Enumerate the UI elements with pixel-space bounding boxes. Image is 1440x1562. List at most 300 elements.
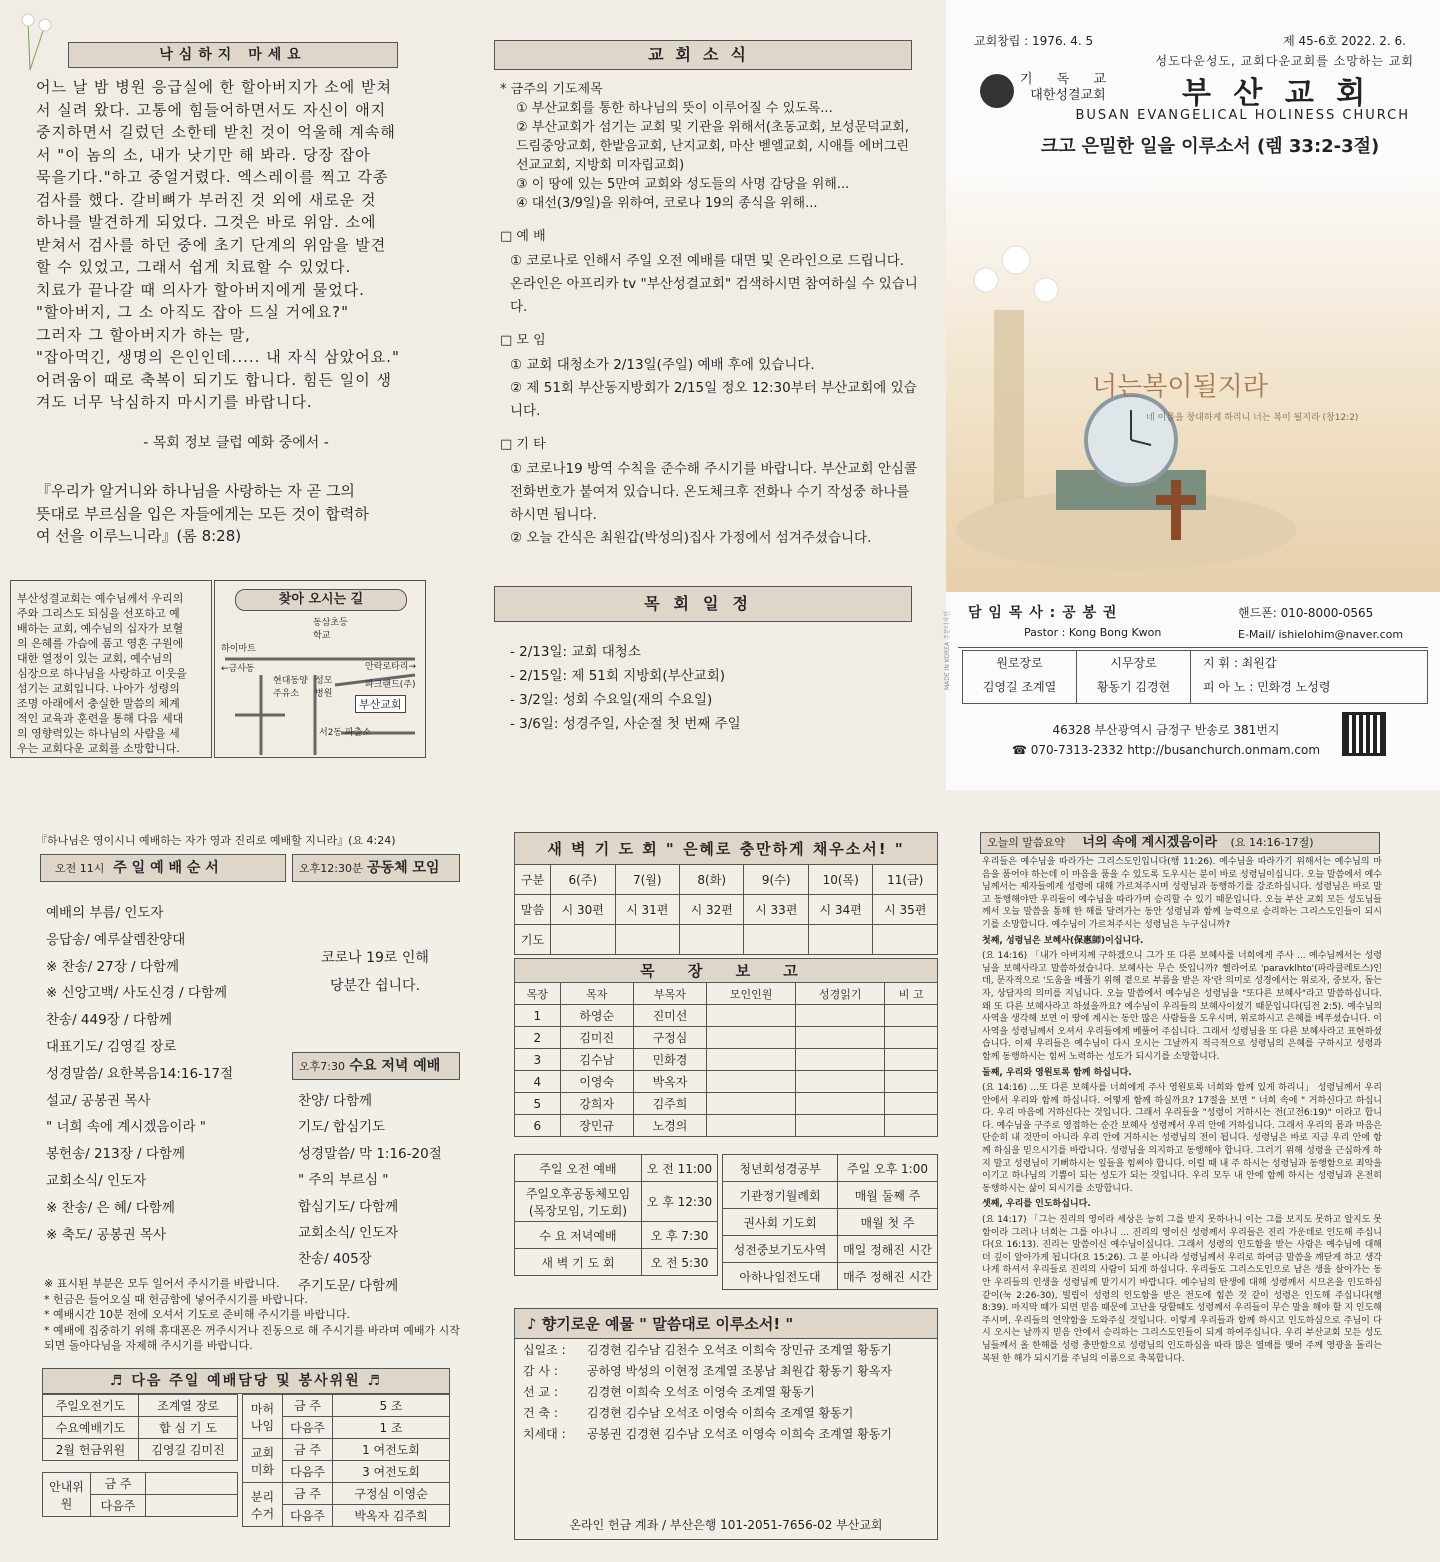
duty-role: 주일오전기도 [43,1395,139,1417]
article-source: - 목회 정보 클럽 예화 중에서 - [143,435,329,451]
article-title: 낙심하지 마세요 [68,42,398,68]
map-label-church: 부산교회 [355,695,406,713]
cell-group-cell [707,1071,796,1093]
worship-heading: □ 예 배 [500,229,546,244]
cell-group-cell [796,1049,885,1071]
sunday-order-item: 교회소식/ 인도자 [46,1172,147,1189]
prayer-item: ② 부산교회가 섬기는 교회 및 기관을 위해서(초동교회, 보성문덕교회, 드림중앙교회, 한밭음교회, 난지교회, 마산 벧엘교회, 시애틀 에버그린선교교회, 지방회 미자립교회) [516,120,909,173]
cell-group-cell: 2 [515,1027,561,1049]
motto: 성도다운성도, 교회다운교회를 소망하는 교회 [1155,54,1414,68]
duty-role: 수요예배기도 [43,1417,139,1439]
sunday-time: 오전 11시 [55,862,105,875]
offering-row [523,1427,929,1442]
group-time: 매월 둘째 주 [838,1182,938,1209]
intro-line: 부산성결교회는 예수님께서 우리의 [17,592,184,605]
sunday-title: 주 일 예 배 순 서 [113,860,219,876]
dawn-prayer-cell [873,925,938,955]
prayer-heading: * 금주의 기도제목 [500,82,603,97]
article-line: 검사를 했다. 갈비뼈가 부러진 것 외에 새로운 것 [36,190,377,209]
dawn-scripture-cell: 시 33편 [744,895,808,925]
cell-group-cell [796,1027,885,1049]
header-verse: 『하나님은 영이시니 예배하는 자가 영과 진리로 예배할 지니라』(요 4:24) [36,834,396,847]
article-line: 서 실려 왔다. 고통에 힘들어하면서도 자신이 애지 [36,100,387,119]
offering-type: 건 축 : [523,1406,558,1420]
cell-group-cell [885,1071,938,1093]
offering-row [523,1385,929,1400]
offering-row [523,1343,929,1358]
community-title: 공동체 모임 [367,860,440,876]
dawn-header-cell: 11(금) [873,865,938,895]
group-time: 매주 정해진 시간 [838,1263,938,1290]
wednesday-order-item: 합심기도/ 다함께 [298,1198,399,1215]
article-line: 할 수 있었고, 그래서 쉽게 치료할 수 있었다. [36,258,352,276]
denomination-line1: 기 독 교 [1020,72,1116,87]
sunday-header [40,854,286,882]
intro-line: 심장으로 하나님을 사랑하고 이웃을 [17,667,187,680]
dawn-prayer-cell: 기도 [515,925,551,955]
wednesday-order-item: 성경말씀/ 막 1:16-20절 [298,1145,442,1162]
cell-group-cell [707,1005,796,1027]
wednesday-title: 수요 저녁 예배 [349,1058,441,1074]
group-name: 기관정기월례회 [723,1182,838,1209]
cell-group-cell: 강희자 [560,1093,633,1115]
cell-group-cell: 진미선 [633,1005,706,1027]
art-caption: 네 이름을 창대하게 하리니 너는 복이 될지라 (창12:2) [1146,413,1359,423]
prayer-list [500,99,920,213]
offering-row [523,1406,929,1421]
cell-group-cell: 하영순 [560,1005,633,1027]
sermon-paragraph: 둘째, 우리와 영원토록 함께 하십니다. [982,1067,1132,1078]
verse-line: 뜻대로 부르심을 입은 자들에게는 모든 것이 합력하 [36,504,369,523]
intro-line: 의 은혜를 가슴에 품고 영혼 구원에 [17,637,184,650]
article-line: 중지하면서 길렀던 소한테 받친 것이 억울해 계속해 [36,123,396,141]
cell-group-cell [885,1049,938,1071]
sermon-label: 오늘의 말씀요약 [987,836,1065,849]
group-time: 매월 첫 주 [838,1209,938,1236]
wednesday-order-item: 찬송/ 405장 [298,1251,372,1268]
wednesday-order-item: 기도/ 합심기도 [298,1119,386,1136]
dawn-scripture-cell: 시 30편 [551,895,615,925]
verse-line: 여 선을 이루느니라』(롬 8:28) [36,527,242,545]
pastor-english: Pastor : Kong Bong Kwon [1024,626,1162,639]
group-name: 청년회성경공부 [723,1155,838,1182]
theme-verse: 크고 은밀한 일을 이루소서 (렘 33:2-3절) [1040,136,1380,157]
wednesday-order-item: 주기도문/ 다함께 [298,1277,399,1294]
sermon-paragraph: (요 14:16) 「내가 아버지께 구하겠으니 그가 또 다른 보혜사를 너희에게 주사 ... 예수님께서는 성령님을 보혜사라고 말씀하셨습니다. 보혜사는 무슨 뜻입니까? 헬라어로 'paravklhto'(파라클레토스)인데, 문자적으로 '도움을 베풀기 위해 곁으로 부름을 받은 자'란 의미로 성경에서는 위로자, 중보자, 돕는 자, 상담자의 의미를 지닙니다. 오늘 말씀에서 예수님은 성령님을 "또다른 보혜사"라고 말씀하십니다. 왜 또 다른 보혜사라고 하셨을까요? 예수님이 우리들의 보혜사이셨기 때문입니다(딤전 2:5). 예수님의 사역을 생각해 보면 이 땅에 계시는 동안 많은 사람들을 도우시며, 위로하시고 은혜를 베푸셨습니다. 이 사역을 성령님께서 오셔서 우리들에게 베풀어 주십니다. 그래서 성령님을 또 다른 보혜사라고 표현하셨습니다. 이제 우리들은 예수님이 다시 오시는 그날까지 적극적으로 성령님의 은혜를 구하시고 성령과 함께 동행하시는 힘써 노력하는 성도가 되시기를 소망합니다. [982,951,1382,1062]
guide-week: 다음주 [91,1495,146,1517]
wednesday-order-item: " 주의 부르심 " [298,1172,389,1189]
sunday-order-list [46,900,286,1248]
recycle-value: 박옥자 김주희 [333,1505,450,1527]
meeting-item: ① 교회 대청소가 2/13일(주일) 예배 후에 있습니다. [510,357,815,373]
article-line: "잡아먹긴, 생명의 은인인데..... 내 자식 삼았어요." [36,348,400,366]
cell-group-cell [885,1115,938,1137]
verse-line: 『우리가 알거니와 하나님을 사랑하는 자 곧 그의 [36,482,355,500]
intro-line: 섬기는 교회입니다. 나아가 성령의 [17,682,180,695]
cell-group-title: 목 장 보 고 [515,959,938,983]
map-label: ←금사동 [221,664,255,674]
intro-line: 배하는 교회, 예수님의 십자가 보혈 [17,622,184,635]
map-label: 현대동양주유소 [273,676,308,699]
pastor-info [958,596,1428,648]
print-mark: MADE IN KOREA 주문디자인 [944,610,951,690]
dawn-scripture-cell: 시 35편 [873,895,938,925]
cell-group-cell: 김주희 [633,1093,706,1115]
sunday-order-item: 대표기도/ 김영길 장로 [46,1038,177,1055]
community-line: 당분간 쉽니다. [329,978,421,994]
cell-header: 모인인원 [707,983,796,1005]
bank-account: 온라인 헌금 계좌 / 부산은행 101-2051-7656-02 부산교회 [569,1518,883,1532]
worship-list [500,250,920,319]
wednesday-order-item: 교회소식/ 인도자 [298,1225,399,1242]
service-name: 주일 오전 예배 [515,1155,642,1182]
offering-type: 치세대 : [523,1427,566,1441]
church-phone-website: ☎ 070-7313-2332 http://busanchurch.onmam.com [1011,743,1321,757]
article-line: "할아버지, 그 소 아직도 잡아 드실 거에요?" [36,303,349,321]
sunday-order-item: 성경말씀/ 요한복음14:16-17절 [46,1065,234,1082]
offering-type: 십일조 : [523,1343,566,1357]
pastor-phone: 핸드폰: 010-8000-0565 [1238,606,1374,620]
prayer-item: ① 부산교회를 통한 하나님의 뜻이 이루어질 수 있도록... [516,101,833,116]
dawn-scripture-cell: 시 31편 [615,895,679,925]
cell-group-cell: 5 [515,1093,561,1115]
dawn-prayer-cell [615,925,679,955]
article-line: 서 "이 놈의 소, 내가 낫기만 해 봐라. 당장 잡아 [36,145,371,164]
dawn-scripture-cell: 말씀 [515,895,551,925]
map-box [214,580,426,758]
intro-line: 대한 열정이 있는 교회, 예수님의 [17,652,173,665]
sunday-order-item: 응답송/ 예루살렘찬양대 [46,931,186,948]
wednesday-order-list [298,1088,458,1299]
duty-title: ♬ 다음 주일 예배담당 및 봉사위원 ♬ [42,1368,450,1394]
duty-person: 조계열 장로 [139,1395,238,1417]
schedule-title: 목회일정 [494,586,912,622]
offering-title: ♪ 향기로운 예물 " 말씀대로 이루소서! " [515,1309,937,1339]
wednesday-header [292,1052,460,1080]
map-label: 동삼초등학교 [313,618,348,641]
cell-group-cell: 구정심 [633,1027,706,1049]
active-heading: 시무장로 [1110,656,1157,670]
offering-list [515,1339,937,1452]
cell-group-cell: 김수남 [560,1049,633,1071]
group-name: 아하나임전도대 [723,1263,838,1290]
meeting-list [500,354,920,423]
intro-line: 주와 그리스도 되심을 선포하고 예 [17,607,180,620]
notice-item: * 예배에 집중하기 위해 휴대폰은 꺼주시거나 진동으로 해 주시기를 바라며 예배가 시작되면 돌아다님을 자제해 주시기를 바랍니다. [44,1323,460,1352]
beauty-week: 금 주 [283,1439,333,1461]
schedule-item: - 2/13일: 교회 대청소 [510,644,641,660]
article-line: 치료가 끝나갈 때 의사가 할아버지에게 물었다. [36,280,365,299]
beauty-heading: 교회미화 [243,1439,283,1483]
cell-group-cell: 민화경 [633,1049,706,1071]
offering-names: 김경현 김수남 오석조 이영숙 이희숙 조계열 황동기 [587,1406,854,1420]
notice-item: ※ 표시된 부분은 모두 일어서 주시기를 바랍니다. [44,1277,280,1290]
active-names: 황동기 김경현 [1096,680,1171,694]
sunday-order-item: 찬송/ 449장 / 다함께 [46,1012,172,1029]
etc-item: ② 오늘 간식은 최원갑(박성의)집사 가정에서 섬겨주셨습니다. [510,530,872,546]
dawn-header-cell: 10(목) [808,865,872,895]
dawn-scripture-cell: 시 34편 [808,895,872,925]
cell-group-cell: 노경의 [633,1115,706,1137]
lunch-value: 1 조 [333,1417,450,1439]
cell-header: 부목자 [633,983,706,1005]
map-label: 서2동 파출소 [319,728,372,738]
intro-line: 조명 아래에서 충실한 말씀의 체계 [17,697,180,710]
active-elder-column [1077,651,1191,703]
recycle-value: 구정심 이영순 [333,1483,450,1505]
offering-box [514,1308,938,1540]
group-times-table [722,1154,938,1290]
lunch-value: 5 조 [333,1395,450,1417]
service-times-table [514,1154,718,1276]
cell-group-cell: 장민규 [560,1115,633,1137]
cell-group-cell: 1 [515,1005,561,1027]
recycle-week: 금 주 [283,1483,333,1505]
sunday-order-item: 예배의 부름/ 인도자 [46,905,164,921]
offering-row [523,1364,929,1379]
beauty-value: 3 여전도회 [333,1461,450,1483]
article-line: 받쳐서 검사를 하던 중에 초기 단계의 위암을 발견 [36,235,387,254]
service-time: 오 전 11:00 [642,1155,718,1182]
recycle-week: 다음주 [283,1505,333,1527]
cell-group-cell: 김미진 [560,1027,633,1049]
notice-list [44,1276,464,1354]
article-body [36,76,436,414]
offering-type: 감 사 : [523,1364,558,1378]
panel-cover [946,0,1440,790]
cell-group-cell: 6 [515,1115,561,1137]
founded-date: 교회창립 : 1976. 4. 5 [974,34,1094,48]
cell-group-cell [707,1027,796,1049]
etc-item: ① 코로나19 방역 수칙을 준수해 주시기를 바랍니다. 부산교회 안심콜 전화번호가 붙여져 있습니다. 온도체크후 전화나 수기 작성중 하나를 하시면 됩니다. [510,461,917,523]
dawn-header-cell: 구분 [515,865,551,895]
prayer-item: ③ 이 땅에 있는 5만여 교회와 성도들의 사명 감당을 위해... [516,177,850,192]
intro-line: 의 영향력있는 하나님의 사람을 세 [17,727,180,740]
group-name: 권사회 기도회 [723,1209,838,1236]
art-calligraphy: 너는복이될지라 [1092,372,1268,402]
music-column [1191,651,1330,703]
cell-group-table [514,958,938,1137]
schedule-item: - 3/2일: 성회 수요일(재의 수요일) [510,692,713,708]
pianists: 피 아 노 : 민화경 노성령 [1203,680,1331,694]
duty-person: 김영길 김미진 [139,1439,238,1461]
elder-column [963,651,1077,703]
service-time: 오 후 7:30 [642,1222,718,1249]
sermon-paragraph: 첫째, 성령님은 보혜사(保惠師)이십니다. [982,935,1144,946]
map-label: 안락로타리→ [365,662,417,672]
sermon-paragraph: 셋째, 우리를 인도하십니다. [982,1199,1091,1210]
news-title: 교회소식 [494,40,912,70]
sunday-order-item: 봉헌송/ 213장 / 다함께 [46,1146,186,1163]
cell-group-cell: 이영숙 [560,1071,633,1093]
guide-value [146,1473,238,1495]
duty-person: 합 심 기 도 [139,1417,238,1439]
dawn-scripture-cell: 시 32편 [679,895,743,925]
wednesday-order-item: 찬양/ 다함께 [298,1093,373,1109]
article-line: 겨도 너무 낙심하지 마시기를 바랍니다. [36,393,313,411]
dawn-header-cell: 6(주) [551,865,615,895]
news-body [500,80,920,550]
meeting-item: ② 제 51회 부산동지방회가 2/15일 정오 12:30부터 부산교회에 있습니다. [510,380,917,419]
dawn-prayer-cell [744,925,808,955]
offering-names: 김경현 김수남 김천수 오석조 이희숙 장민규 조계열 황동기 [587,1343,892,1357]
dawn-prayer-table [514,832,938,955]
dawn-prayer-cell [679,925,743,955]
recycle-heading: 분리수거 [243,1483,283,1527]
elder-names: 김영길 조계열 [982,680,1057,694]
lunch-week: 다음주 [283,1417,333,1439]
sermon-paragraph: 우리들은 예수님을 따라가는 그리스도인입니다(행 11:26). 예수님을 따라가기 위해서는 예수님의 마음을 품어야 하는데 이 마음을 품을 수 있도록 도우시는 분이 바로 성령님이십니다. 오늘 말씀에서 예수님께서는 제자들에게 성령에 대해 가르쳐주시며 성령님과 동행하기를 강조하십니다. 성령님은 바로 말고 동행해야만 우리들이 예수님을 따라가며 승리할 수 있기 때문입니다. 오늘 부산 교회 모든 성도님들께서 오늘 말씀을 통해 한 해를 달려가는 동안 성령님과 함께 능력으로 승리하는 그리스도인들이 되시기를 소망합니다. 예수님이 가르쳐주시는 성령님은 누구십니까? [982,857,1382,930]
sunday-order-item: ※ 축도/ 공봉권 목사 [46,1226,167,1243]
sermon-paragraph: (요 14:17) 「그는 진리의 영이라 세상은 능히 그를 받지 못하나니 이는 그를 보지도 못하고 알지도 못함이라 그러나 너희는 그를 아나니 ... 진리의 영이신 성령께서 우리들은 진리 가운데로 인도해 주십니다(요 16:13). 진리는 말씀이신 예수님이십니다. 그래서 성령의 인도함을 받는 사람은 예수님에 대해 더 깊이 알아가게 됩니다(요 15:26). 그 분 아니라 성령님께서 우리로 하여금 말씀을 깨닫게 하고 생각나게 하셔서 우리들로 진리의 사람이 되게 하십니다. 우리들도 그리스도인으로 남은 생을 살아가는 동안 우리들의 인생을 성령님께 맡기시기 바랍니다. 예수님의 탄생에 대해 성령께서 시므온을 인도하심 같이(눅 2:26-30), 빌립이 성령의 인도함을 받은 전도에 힘쓴 것 같이 성령은 인도해 주십니다(행 8:39). 마지막 때가 되면 믿음 때문에 고난을 당할때도 성령께서 우리들이 무슨 말을 해야 할 지 인도해 주시며, 우리들의 연약함을 도와주실 것입니다. 이렇게 우리들과 함께 하시고 인도하심으로 주님이 다시 오시는 날까지 믿음 안에서 승리하는 그리스도인들이 되게 하여주십니다. 우리 부산교회 모든 성도님들께서 올 한해를 성령 충만함으로 성령님의 인도하심을 따라 많은 열매를 맺어 주께 영광을 돌리는 복된 한 해가 되시기를 주님의 이름으로 축복합니다. [982,1215,1382,1364]
community-line: 코로나 19로 인해 [321,950,429,966]
notice-item: * 예배시간 10분 전에 오셔서 기도로 준비해 주시기를 바랍니다. [44,1308,350,1321]
sermon-paragraph: (요 14:16) ...또 다른 보혜사를 너희에게 주사 영원토록 너희와 함께 있게 하리니」 성령님께서 우리 안에서 우리와 함께 하십니다. 어떻게 함께 하실까요? 17절을 보면 " 너희 속에 " 거하신다고 하십니다. 우리 마음에 거하신다는 것입니다. 그래서 우리들을 "성령이 거하시는 전(고전6:19)" 이라고 합니다. 예수님을 구주로 영접하는 순간 보혜사 성령께서 우리 안에 거하십니다. 그래서 우리의 몸과 마음은 단순히 내 것만이 아니라 우리 안에 거하시는 성령님의 전이 됩니다. 성령님은 바로 지금 우리 안에 함께 하심을 믿으시기를 바랍니다. 성령님을 의지하고 동행해야 합니다. 그러기 위해 성령을 근심하게 하지 말고 성령님이 기뻐하시는 일들을 힘써야 합니다. 이럴 때 내 주 하시는 성령님과 동행함으로 죄악을 이기고 하나님의 기쁨이 되는 성도가 되는 것입니다. 우리 모두 내 안에 함께 하시는 성령님과 온전히 동행하시는 삶이 되시기를 소망합니다. [982,1083,1382,1194]
dawn-header-cell: 7(월) [615,865,679,895]
map-label: 성모병원 [315,676,333,699]
cell-group-cell [796,1093,885,1115]
cell-header: 목자 [560,983,633,1005]
dawn-prayer-cell [551,925,615,955]
panel-church-news [470,0,944,790]
offering-names: 공봉권 김경현 김수남 오석조 이영숙 이희숙 조계열 황동기 [587,1427,892,1441]
map-label: 파크랜드(주) [365,680,416,690]
sunday-order-item: ※ 찬송/ 은 혜/ 다함께 [46,1199,175,1216]
guide-table [42,1472,238,1517]
article-line: 어느 날 밤 병원 응급실에 한 할아버지가 소에 받쳐 [36,78,392,96]
sermon-body [982,856,1382,1368]
community-time: 오후12:30분 [299,862,363,875]
pastor-email: E-Mail/ ishielohim@naver.com [1238,628,1404,641]
notice-item: * 헌금은 들어오실 때 헌금함에 넣어주시기를 바랍니다. [44,1292,308,1306]
sermon-header [980,832,1380,854]
guide-heading: 안내위원 [43,1473,91,1517]
service-name: 수 요 저녁예배 [515,1222,642,1249]
cell-group-cell: 박옥자 [633,1071,706,1093]
community-text [300,944,450,1000]
choir-director: 지 휘 : 최원갑 [1203,656,1277,670]
church-address: 46328 부산광역시 금정구 반송로 381번지 [1052,723,1280,737]
cell-header: 비 고 [885,983,938,1005]
duty-role: 2월 헌금위원 [43,1439,139,1461]
group-time: 주일 오후 1:00 [838,1155,938,1182]
article-line: 어려움이 때로 축복이 되기도 합니다. 힘든 일이 생 [36,370,392,389]
prayer-item: ④ 대선(3/9일)을 위하여, 코로나 19의 종식을 위해... [516,196,818,211]
sunday-order-item: 설교/ 공봉권 목사 [46,1092,151,1109]
panel-worship-order [0,790,472,1562]
article-line: 하나를 발견하게 되었다. 그것은 바로 위암. 소에 [36,213,377,231]
worship-item: ① 코로나로 인해서 주일 오전 예배를 대면 및 온라인으로 드립니다. 온라인은 아프리카 tv "부산성결교회" 검색하시면 참여하실 수 있습니다. [510,253,918,315]
panel-sermon-summary [954,790,1440,1562]
cell-group-cell [796,1115,885,1137]
cell-group-cell [885,1093,938,1115]
denomination-line2: 대한성결교회 [1030,88,1106,103]
group-name: 성전중보기도사역 [723,1236,838,1263]
intro-line: 적인 교육과 훈련을 통해 다음 세대 [17,712,184,725]
offering-type: 선 교 : [523,1385,558,1399]
church-intro [10,580,212,758]
etc-heading: □ 기 타 [500,437,546,452]
service-time: 오 후 12:30 [642,1182,718,1222]
service-name: 주일오후공동체모임 (목장모임, 기도회) [515,1182,642,1222]
group-time: 매일 정해진 시간 [838,1236,938,1263]
sunday-order-item: ※ 신앙고백/ 사도신경 / 다함께 [46,985,228,1002]
contact-info [986,720,1346,760]
wednesday-time: 오후7:30 [299,1060,345,1073]
cell-group-cell [707,1115,796,1137]
cell-group-cell [796,1005,885,1027]
duty-table-right [242,1394,450,1527]
sunday-order-item: " 너희 속에 계시겠음이라 " [46,1119,206,1136]
cell-group-cell [796,1071,885,1093]
cell-header: 목장 [515,983,561,1005]
cell-group-cell [885,1027,938,1049]
schedule-list [510,640,910,736]
cell-group-cell [707,1093,796,1115]
offering-names: 김경현 이희숙 오석조 이영숙 조계열 황동기 [587,1385,815,1399]
schedule-item: - 2/15일: 제 51회 지방회(부산교회) [510,668,726,684]
sunday-order-item: ※ 찬송/ 27장 / 다함께 [46,958,179,975]
bible-verse [36,480,436,548]
map-label: 하이마트 [221,644,256,654]
cover-photo [946,170,1440,592]
community-header [292,854,460,882]
schedule-item: - 3/6일: 성경주일, 사순절 첫 번째 주일 [510,716,741,732]
church-logo-icon [980,74,1014,108]
dawn-header-cell: 9(수) [744,865,808,895]
article-line: 묵을기다."하고 중얼거렸다. 엑스레이를 찍고 각종 [36,168,389,186]
panel-prayer-report [472,790,952,1562]
service-name: 새 벽 기 도 회 [515,1249,642,1276]
bulletin-inner-side [0,790,1440,1562]
intro-line: 우는 교회다운 교회를 소망합니다. [17,742,180,755]
cell-group-cell [885,1005,938,1027]
map-title: 찾아 오시는 길 [235,589,407,611]
panel-encouragement [0,0,468,790]
issue-number: 제 45-6호 2022. 2. 6. [1283,34,1406,48]
meeting-heading: □ 모 임 [500,333,546,348]
beauty-week: 다음주 [283,1461,333,1483]
dawn-title: 새 벽 기 도 회 " 은혜로 충만하게 채우소서! " [515,833,938,865]
pastor-label: 담 임 목 사 : 공 봉 권 [968,605,1118,621]
service-time: 오 전 5:30 [642,1249,718,1276]
church-name-english: BUSAN EVANGELICAL HOLINESS CHURCH [1075,108,1410,123]
elders-box [962,650,1428,704]
lunch-week: 금 주 [283,1395,333,1417]
duty-table-left [42,1394,238,1461]
guide-value [146,1495,238,1517]
elder-heading: 원로장로 [996,656,1043,670]
dawn-prayer-cell [808,925,872,955]
etc-list [500,458,920,550]
sermon-title: 너의 속에 계시겠음이라 [1082,835,1218,850]
dawn-header-cell: 8(화) [679,865,743,895]
church-name: 부 산 교 회 [1182,76,1372,111]
cell-group-cell: 3 [515,1049,561,1071]
cell-header: 성경읽기 [796,983,885,1005]
cell-group-cell: 4 [515,1071,561,1093]
article-line: 그러자 그 할아버지가 하는 말, [36,325,251,344]
flower-decoration [10,10,60,70]
beauty-value: 1 여전도회 [333,1439,450,1461]
lunch-heading: 마허나임 [243,1395,283,1439]
cell-group-cell [707,1049,796,1071]
denomination [1020,72,1116,104]
sermon-reference: (요 14:16-17절) [1230,836,1314,849]
offering-names: 공하영 박성의 이현정 조계열 조봉남 최원갑 황동기 황옥자 [587,1364,892,1378]
guide-week: 금 주 [91,1473,146,1495]
qr-code-icon[interactable] [1342,712,1386,756]
